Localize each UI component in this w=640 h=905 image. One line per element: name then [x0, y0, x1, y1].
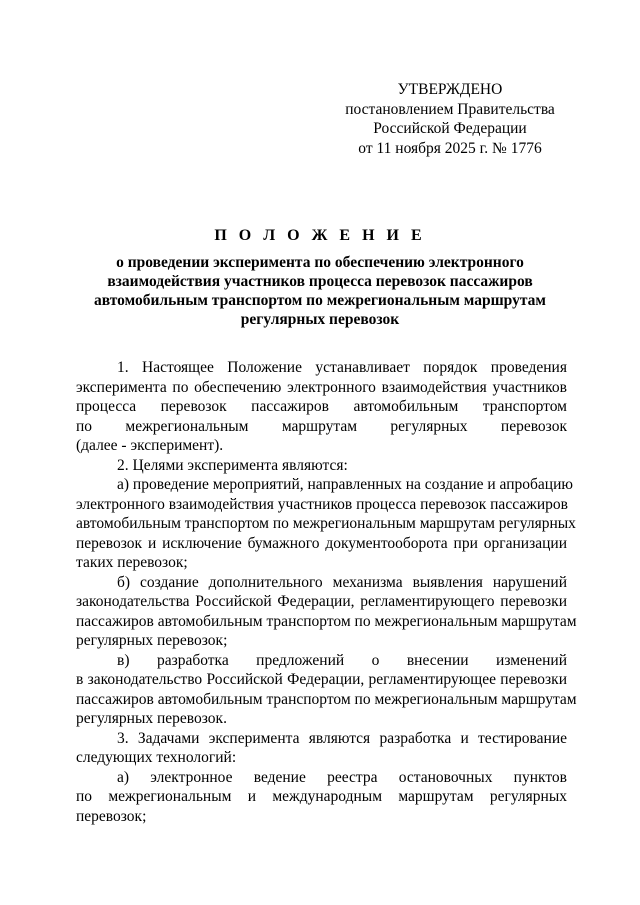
paragraph-1-line: (далее - эксперимент).: [76, 437, 224, 454]
item-2c-line: в) разработка предложений о внесении изменений: [117, 651, 567, 669]
document-subtitle-line: взаимодействия участников процесса перевозок пассажиров: [107, 273, 533, 290]
item-2a-line: а) проведение мероприятий, направленных на создание и апробацию: [117, 476, 573, 493]
item-2a-line: автомобильным транспортом по межрегиональным маршрутам регулярных: [76, 515, 576, 532]
approval-country: Российской Федерации: [373, 120, 527, 137]
paragraph-3-line: 3. Задачами эксперимента являются разработка и тестирование: [117, 729, 567, 747]
document-subtitle-line: о проведении эксперимента по обеспечению электронного: [116, 254, 524, 271]
item-3a-line: по межрегиональным и международным маршрутам регулярных: [76, 788, 567, 805]
document-subtitle-line: автомобильным транспортом по межрегиональным маршрутам: [94, 292, 546, 309]
item-2c-line: в законодательство Российской Федерации, регламентирующее перевозки: [76, 671, 567, 688]
paragraph-3-line: следующих технологий:: [76, 749, 237, 766]
item-2a-line: электронного взаимодействия участников процесса перевозок пассажиров: [76, 495, 568, 513]
paragraph-1-line: эксперимента по обеспечению электронного взаимодействия участников: [76, 378, 567, 396]
document-body: [76, 358, 577, 826]
item-2a-line: таких перевозок;: [76, 554, 188, 571]
paragraph-2-heading: 2. Целями эксперимента являются:: [117, 456, 348, 474]
item-2b-line: законодательства Российской Федерации, регламентирующего перевозки: [76, 593, 567, 610]
item-3a-line: а) электронное ведение реестра остановочных пунктов: [117, 768, 567, 786]
paragraph-1-line: процесса перевозок пассажиров автомобильным транспортом: [76, 398, 567, 415]
item-2a-line: перевозок и исключение бумажного документооборота при организации: [76, 534, 567, 552]
approval-stamp: [330, 80, 570, 158]
paragraph-1-line: 1. Настоящее Положение устанавливает порядок проведения: [117, 359, 567, 376]
approval-issuer: постановлением Правительства: [345, 100, 555, 118]
document-subtitle-line: регулярных перевозок: [240, 311, 400, 328]
item-2b-line: б) создание дополнительного механизма выявления нарушений: [117, 573, 567, 591]
document-title-block: [60, 226, 580, 329]
item-3a-line: перевозок;: [76, 807, 147, 825]
document-title: П О Л О Ж Е Н И Е: [214, 227, 426, 244]
approval-date-number: от 11 ноября 2025 г. № 1776: [358, 139, 542, 157]
item-2b-line: пассажиров автомобильным транспортом по межрегиональным маршрутам: [76, 612, 577, 630]
approval-heading: УТВЕРЖДЕНО: [397, 81, 503, 98]
item-2c-line: пассажиров автомобильным транспортом по межрегиональным маршрутам: [76, 690, 577, 708]
paragraph-1-line: по межрегиональным маршрутам регулярных перевозок: [76, 417, 567, 435]
item-2c-line: регулярных перевозок.: [76, 710, 227, 727]
item-2b-line: регулярных перевозок;: [76, 632, 228, 649]
